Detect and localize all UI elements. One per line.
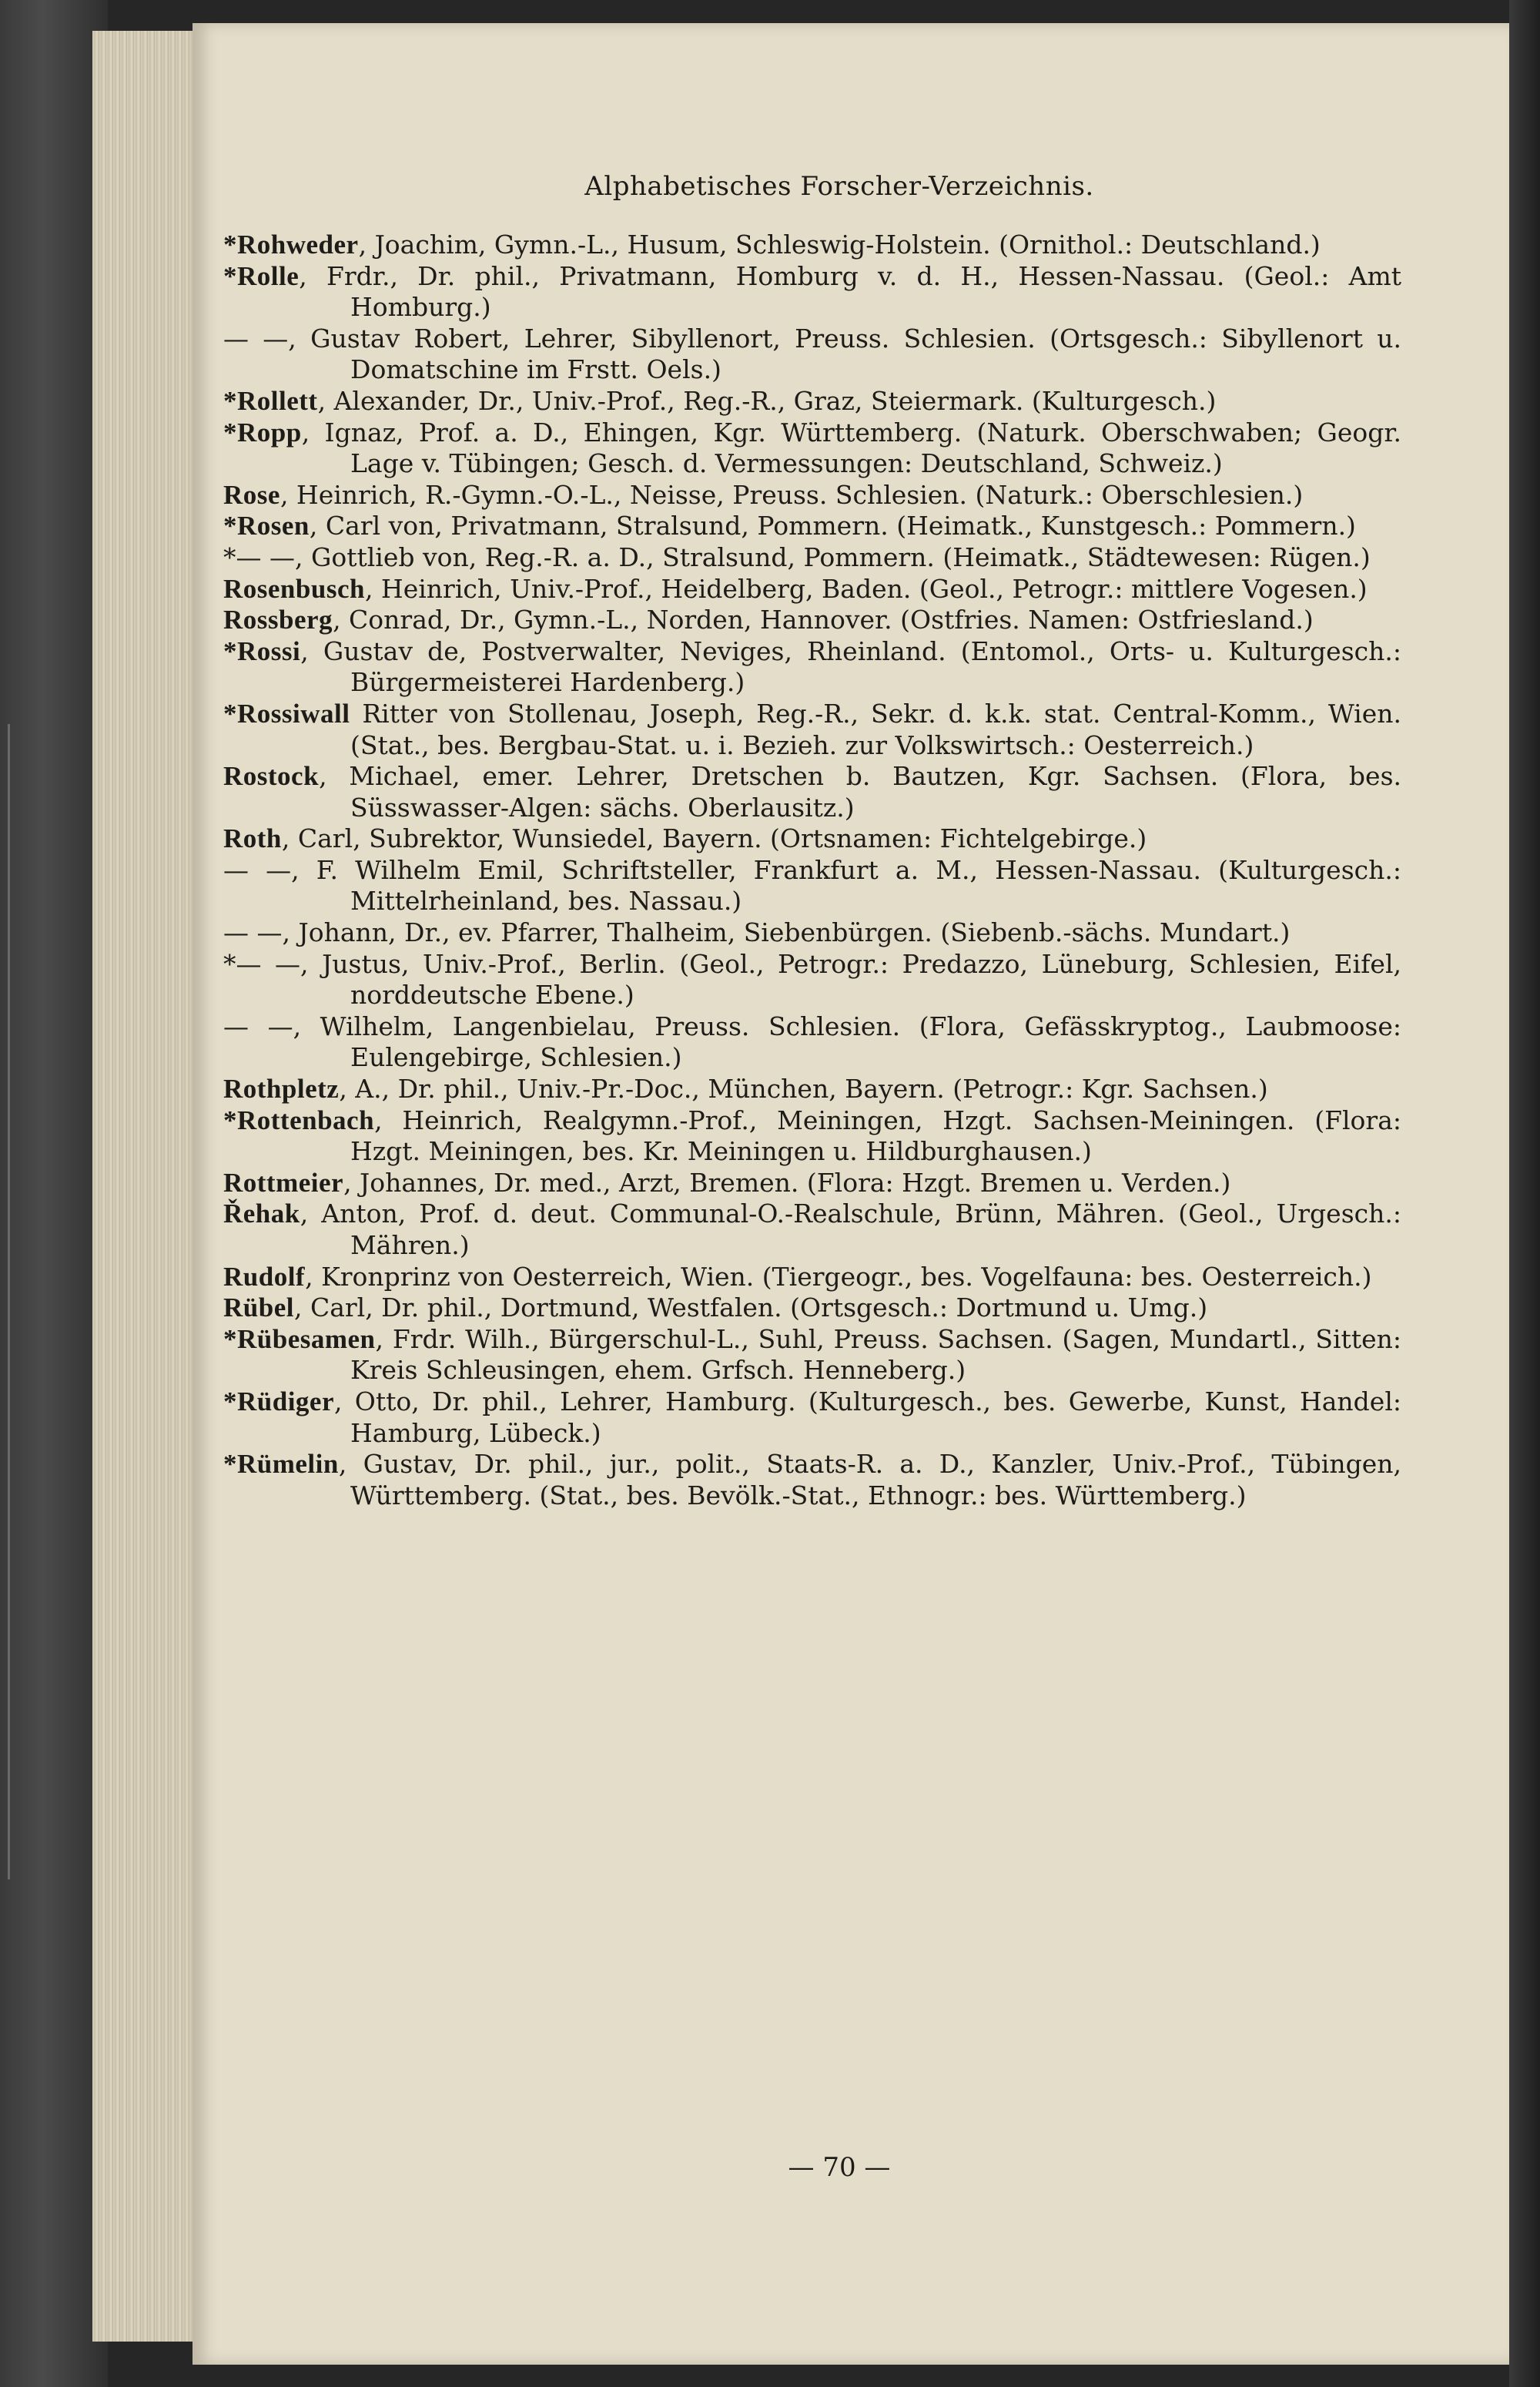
page-stack xyxy=(92,31,200,2342)
page-number: — 70 — xyxy=(788,2152,891,2183)
entry-text: — —, Wilhelm, Langenbielau, Preuss. Schlesien. (Flora, Gefässkryptog., Laubmoose: Eulengebirge, Schlesien.) xyxy=(223,1011,1401,1073)
cover-edge xyxy=(8,724,33,1879)
entry xyxy=(223,855,1401,917)
entry-name: Rübel xyxy=(223,1292,294,1323)
entry xyxy=(223,324,1401,386)
entry-text: *— —, Gottlieb von, Reg.-R. a. D., Stralsund, Pommern. (Heimatk., Städtewesen: Rügen.) xyxy=(223,541,1371,572)
entry-name: Rossberg xyxy=(223,605,333,635)
entry-text: , Alexander, Dr., Univ.-Prof., Reg.-R., Graz, Steiermark. (Kulturgesch.) xyxy=(317,385,1217,416)
entry-text: — —, Johann, Dr., ev. Pfarrer, Thalheim, Siebenbürgen. (Siebenb.-sächs. Mundart.) xyxy=(223,917,1291,948)
entry-text: , Ignaz, Prof. a. D., Ehingen, Kgr. Württemberg. (Naturk. Oberschwaben; Geogr. Lage v. Tübingen; Gesch. d. Vermessungen: Deutschland, Schweiz.) xyxy=(301,417,1401,479)
entry-text: , Carl von, Privatmann, Stralsund, Pommern. (Heimatk., Kunstgesch.: Pommern.) xyxy=(309,511,1356,541)
entry-text: , Joachim, Gymn.-L., Husum, Schleswig-Holstein. (Ornithol.: Deutschland.) xyxy=(358,230,1321,260)
entry xyxy=(223,386,1401,417)
entry xyxy=(223,1074,1401,1105)
entry-text: , Gustav de, Postverwalter, Neviges, Rheinland. (Entomol., Orts- u. Kulturgesch.: Bürgermeisterei Hardenberg.) xyxy=(300,635,1401,698)
entry xyxy=(223,1011,1401,1074)
entry xyxy=(223,574,1401,605)
entry-list xyxy=(223,230,1401,1511)
entry-name: *Rolle xyxy=(223,260,300,291)
entry xyxy=(223,823,1401,855)
entry-text: , Johannes, Dr. med., Arzt, Bremen. (Flora: Hzgt. Bremen u. Verden.) xyxy=(343,1167,1231,1198)
entry xyxy=(223,699,1401,761)
entry-text: , Heinrich, Realgymn.-Prof., Meiningen, Hzgt. Sachsen-Meiningen. (Flora: Hzgt. Meiningen, bes. Kr. Meiningen u. Hildburghausen.) xyxy=(350,1105,1401,1167)
running-header: Alphabetisches Forscher-Verzeichnis. xyxy=(584,171,1094,202)
entry-text: , Carl, Dr. phil., Dortmund, Westfalen. (Ortsgesch.: Dortmund u. Umg.) xyxy=(293,1292,1208,1323)
entry xyxy=(223,1262,1401,1293)
entry-name: *Rübesamen xyxy=(223,1323,376,1354)
entry-name: Rosenbusch xyxy=(223,573,365,604)
entry xyxy=(223,480,1401,511)
entry-name: Roth xyxy=(223,823,282,854)
entry-name: *Rüdiger xyxy=(223,1386,334,1416)
entry xyxy=(223,917,1401,949)
page-edge xyxy=(1509,0,1540,2387)
entry xyxy=(223,761,1401,823)
entry-text: , Otto, Dr. phil., Lehrer, Hamburg. (Kulturgesch., bes. Gewerbe, Kunst, Handel: Hamburg, Lübeck.) xyxy=(334,1386,1401,1448)
entry-text: , Heinrich, R.-Gymn.-O.-L., Neisse, Preuss. Schlesien. (Naturk.: Oberschlesien.) xyxy=(280,479,1304,510)
entry-name: *Rossi xyxy=(223,635,301,666)
entry-text: — —, Gustav Robert, Lehrer, Sibyllenort, Preuss. Schlesien. (Ortsgesch.: Sibyllenort u. Domatschine im Frstt. Oels.) xyxy=(223,323,1401,385)
entry-name: *Rossiwall xyxy=(223,698,350,729)
entry-text: , Heinrich, Univ.-Prof., Heidelberg, Baden. (Geol., Petrogr.: mittlere Vogesen.) xyxy=(364,573,1368,604)
entry xyxy=(223,1105,1401,1168)
entry-text: , Carl, Subrektor, Wunsiedel, Bayern. (Ortsnamen: Fichtelgebirge.) xyxy=(281,823,1147,854)
entry xyxy=(223,1168,1401,1199)
entry-name: Rottmeier xyxy=(223,1167,344,1198)
entry xyxy=(223,636,1401,699)
entry xyxy=(223,542,1401,574)
entry xyxy=(223,1324,1401,1386)
entry xyxy=(223,1386,1401,1449)
entry-name: Rose xyxy=(223,479,280,510)
entry xyxy=(223,1449,1401,1511)
entry-name: *Ropp xyxy=(223,417,302,448)
entry-name: Rothpletz xyxy=(223,1074,340,1105)
entry-name: *Rümelin xyxy=(223,1449,339,1480)
entry-name: *Rollett xyxy=(223,385,318,416)
entry-text: , Gustav, Dr. phil., jur., polit., Staats-R. a. D., Kanzler, Univ.-Prof., Tübingen, Württemberg. (Stat., bes. Bevölk.-Stat., Ethnogr.: bes. Württemberg.) xyxy=(338,1449,1401,1510)
entry-text: *— —, Justus, Univ.-Prof., Berlin. (Geol., Petrogr.: Predazzo, Lüneburg, Schlesien, Eifel, norddeutsche Ebene.) xyxy=(223,948,1401,1011)
entry-name: Řehak xyxy=(223,1199,300,1229)
entry-text: , Michael, emer. Lehrer, Dretschen b. Bautzen, Kgr. Sachsen. (Flora, bes. Süsswasser-Algen: sächs. Oberlausitz.) xyxy=(319,761,1401,823)
entry-text: , Frdr. Wilh., Bürgerschul-L., Suhl, Preuss. Sachsen. (Sagen, Mundartl., Sitten: Kreis Schleusingen, ehem. Grfsch. Henneberg.) xyxy=(350,1323,1401,1386)
entry xyxy=(223,1292,1401,1324)
entry-name: Rudolf xyxy=(223,1261,306,1292)
entry xyxy=(223,949,1401,1011)
book-cover xyxy=(0,0,108,2387)
entry-text: , Conrad, Dr., Gymn.-L., Norden, Hannover. (Ostfries. Namen: Ostfriesland.) xyxy=(333,605,1314,635)
entry-text: Ritter von Stollenau, Joseph, Reg.-R., Sekr. d. k.k. stat. Central-Komm., Wien. (Stat., bes. Bergbau-Stat. u. i. Bezieh. zur Volkswirtsch.: Oesterreich.) xyxy=(350,698,1401,760)
entry-text: — —, F. Wilhelm Emil, Schriftsteller, Frankfurt a. M., Hessen-Nassau. (Kulturgesch.: Mittelrheinland, bes. Nassau.) xyxy=(223,854,1401,917)
entry xyxy=(223,230,1401,261)
entry xyxy=(223,261,1401,324)
entry-name: *Rosen xyxy=(223,511,310,541)
entry xyxy=(223,417,1401,480)
entry-name: Rostock xyxy=(223,761,320,792)
entry xyxy=(223,1199,1401,1261)
entry xyxy=(223,605,1401,636)
entry xyxy=(223,511,1401,542)
entry-name: *Rohweder xyxy=(223,230,359,260)
entry-text: , Kronprinz von Oesterreich, Wien. (Tiergeogr., bes. Vogelfauna: bes. Oesterreich.) xyxy=(305,1261,1372,1292)
entry-text: , Anton, Prof. d. deut. Communal-O.-Realschule, Brünn, Mähren. (Geol., Urgesch.: Mähren.) xyxy=(300,1199,1401,1260)
entry-text: , A., Dr. phil., Univ.-Pr.-Doc., München, Bayern. (Petrogr.: Kgr. Sachsen.) xyxy=(339,1074,1268,1105)
entry-name: *Rottenbach xyxy=(223,1105,375,1135)
entry-text: , Frdr., Dr. phil., Privatmann, Homburg v. d. H., Hessen-Nassau. (Geol.: Amt Homburg.) xyxy=(299,260,1401,323)
